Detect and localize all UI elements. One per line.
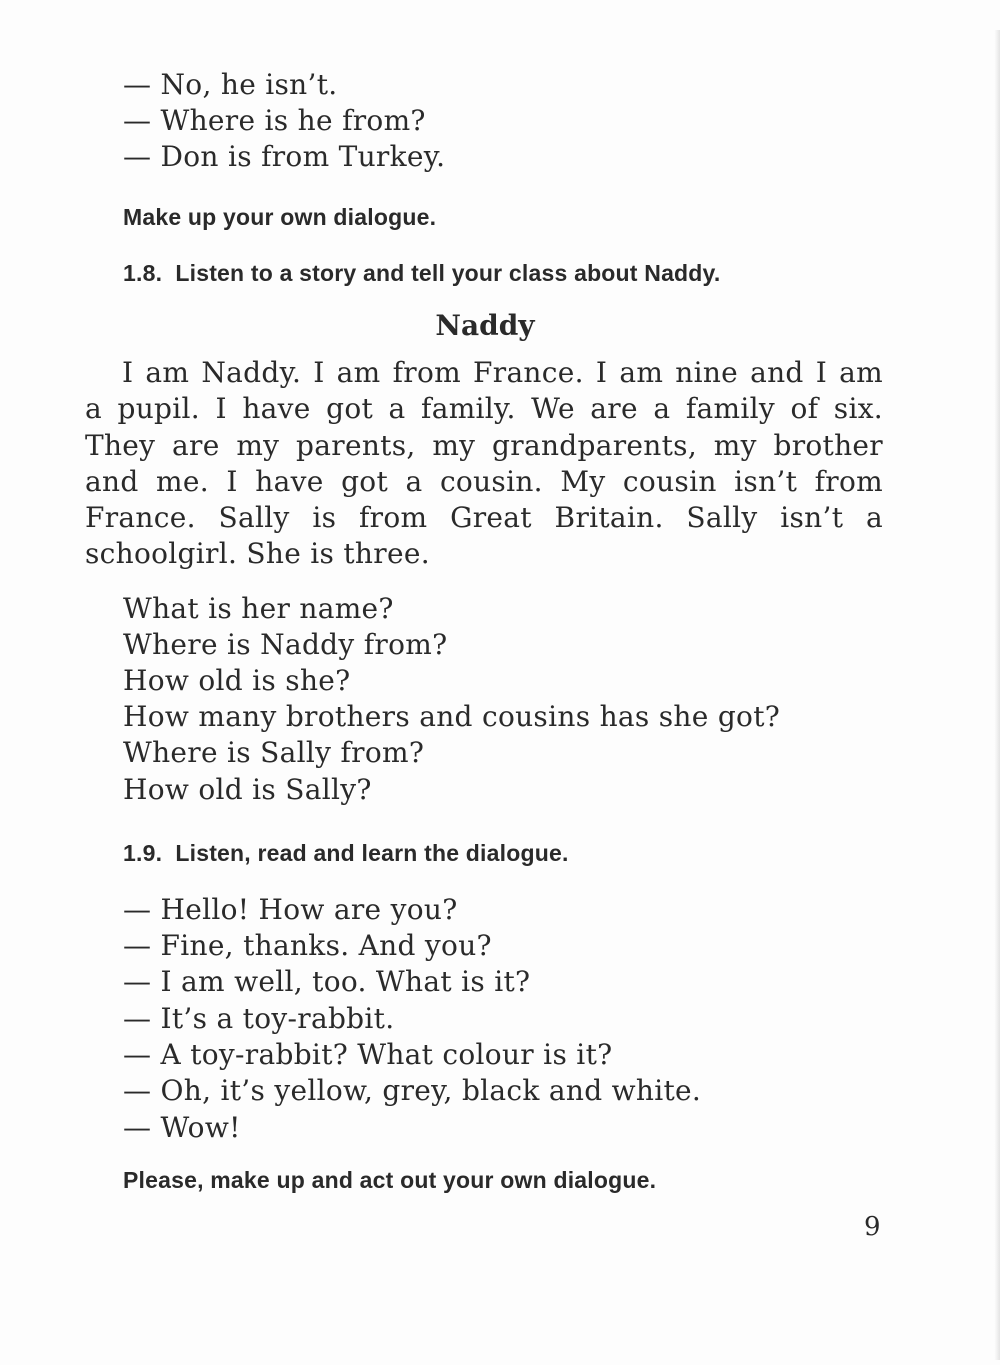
story-line: schoolgirl. She is three. [85, 537, 430, 571]
exercise-1-8-heading [123, 258, 720, 288]
exercise-1-9-heading [123, 838, 569, 868]
dialogue-line: — Where is he from? [123, 104, 426, 137]
question-line: Where is Naddy from? [123, 628, 448, 661]
story-line: They are my parents, my grandparents, my brother [85, 428, 883, 462]
story-line: and me. I have got a cousin. My cousin isn’t from [85, 464, 883, 498]
page-number: 9 [864, 1212, 881, 1242]
dialogue-line: — Fine, thanks. And you? [123, 929, 492, 962]
exercise-text: Listen, read and learn the dialogue. [175, 840, 569, 866]
dialogue-line: — A toy-rabbit? What colour is it? [123, 1038, 613, 1071]
story-line: a pupil. I have got a family. We are a family of six. [85, 392, 883, 426]
story-title: Naddy [435, 309, 535, 342]
page-edge-shadow [994, 30, 1000, 1360]
dialogue-line: — It’s a toy-rabbit. [123, 1002, 395, 1035]
story-line: France. Sally is from Great Britain. Sally isn’t a [85, 501, 883, 535]
dialogue-line: — I am well, too. What is it? [123, 965, 531, 998]
dialogue-line: — Oh, it’s yellow, grey, black and white. [123, 1074, 702, 1107]
question-line: What is her name? [123, 592, 394, 625]
question-line: How old is Sally? [123, 773, 372, 806]
question-line: How old is she? [123, 664, 351, 697]
dialogue-line: — Hello! How are you? [123, 893, 458, 926]
story-paragraph [85, 355, 883, 573]
dialogue-line: — No, he isn’t. [123, 68, 338, 101]
exercise-text: Listen to a story and tell your class about Naddy. [175, 260, 721, 286]
exercise-number: 1.8. [123, 260, 163, 286]
question-line: Where is Sally from? [123, 736, 425, 769]
exercise-number: 1.9. [123, 840, 163, 866]
question-line: How many brothers and cousins has she got? [123, 700, 781, 733]
instruction-make-dialogue: Make up your own dialogue. [123, 204, 437, 230]
dialogue-line: — Wow! [123, 1111, 241, 1144]
instruction-act-out-dialogue: Please, make up and act out your own dialogue. [123, 1167, 657, 1193]
dialogue-line: — Don is from Turkey. [123, 140, 446, 173]
story-line: I am Naddy. I am from France. I am nine and I am [122, 356, 883, 389]
